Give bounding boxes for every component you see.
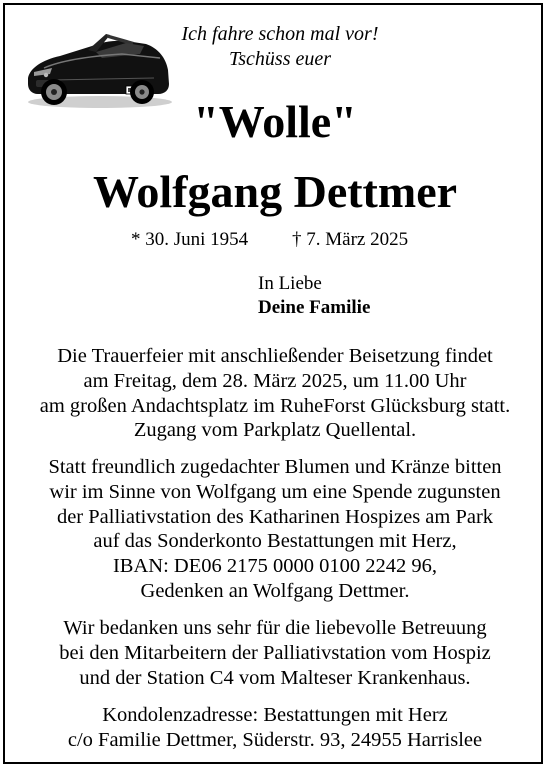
text-line: Gedenken an Wolfgang Dettmer. <box>140 579 410 602</box>
text-line: c/o Familie Dettmer, Süderstr. 93, 24955 Harrislee <box>67 728 483 751</box>
donation-paragraph <box>6 455 544 604</box>
iban-line: IBAN: DE06 2175 0000 0100 2242 96, <box>112 555 437 578</box>
motto-line-1: Ich fahre schon mal vor! <box>181 23 379 45</box>
text-line: und der Station C4 vom Malteser Krankenhaus. <box>79 666 471 689</box>
text-line: Zugang vom Parkplatz Quellental. <box>133 419 417 442</box>
text-line: Die Trauerfeier mit anschließender Beisetzung findet <box>57 345 493 367</box>
text-line: wir im Sinne von Wolfgang um eine Spende zugunsten <box>49 480 501 503</box>
text-line: auf das Sonderkonto Bestattungen mit Herz, <box>93 530 457 553</box>
full-name: Wolfgang Dettmer <box>92 166 458 217</box>
nickname: "Wolle" <box>193 96 357 147</box>
death-date: † 7. März 2025 <box>292 229 409 250</box>
text-line: Kondolenzadresse: Bestattungen mit Herz <box>102 704 448 726</box>
text-line: am großen Andachtsplatz im RuheForst Glücksburg statt. <box>39 394 511 417</box>
text-line: am Freitag, dem 28. März 2025, um 11.00 Uhr <box>83 369 467 392</box>
text-line: bei den Mitarbeitern der Palliativstation vom Hospiz <box>59 641 491 664</box>
birth-date: * 30. Juni 1954 <box>131 229 249 250</box>
family-signature: Deine Familie <box>258 297 371 318</box>
condolence-address <box>6 703 544 753</box>
thanks-paragraph <box>6 616 544 690</box>
in-love-text: In Liebe <box>258 273 322 294</box>
text-line: Statt freundlich zugedachter Blumen und Kränze bitten <box>48 456 502 478</box>
motto-line-2: Tschüss euer <box>228 48 332 70</box>
text-line: Wir bedanken uns sehr für die liebevolle Betreuung <box>63 617 487 639</box>
funeral-info-paragraph <box>6 344 544 443</box>
text-line: der Palliativstation des Katharinen Hospizes am Park <box>56 505 494 528</box>
